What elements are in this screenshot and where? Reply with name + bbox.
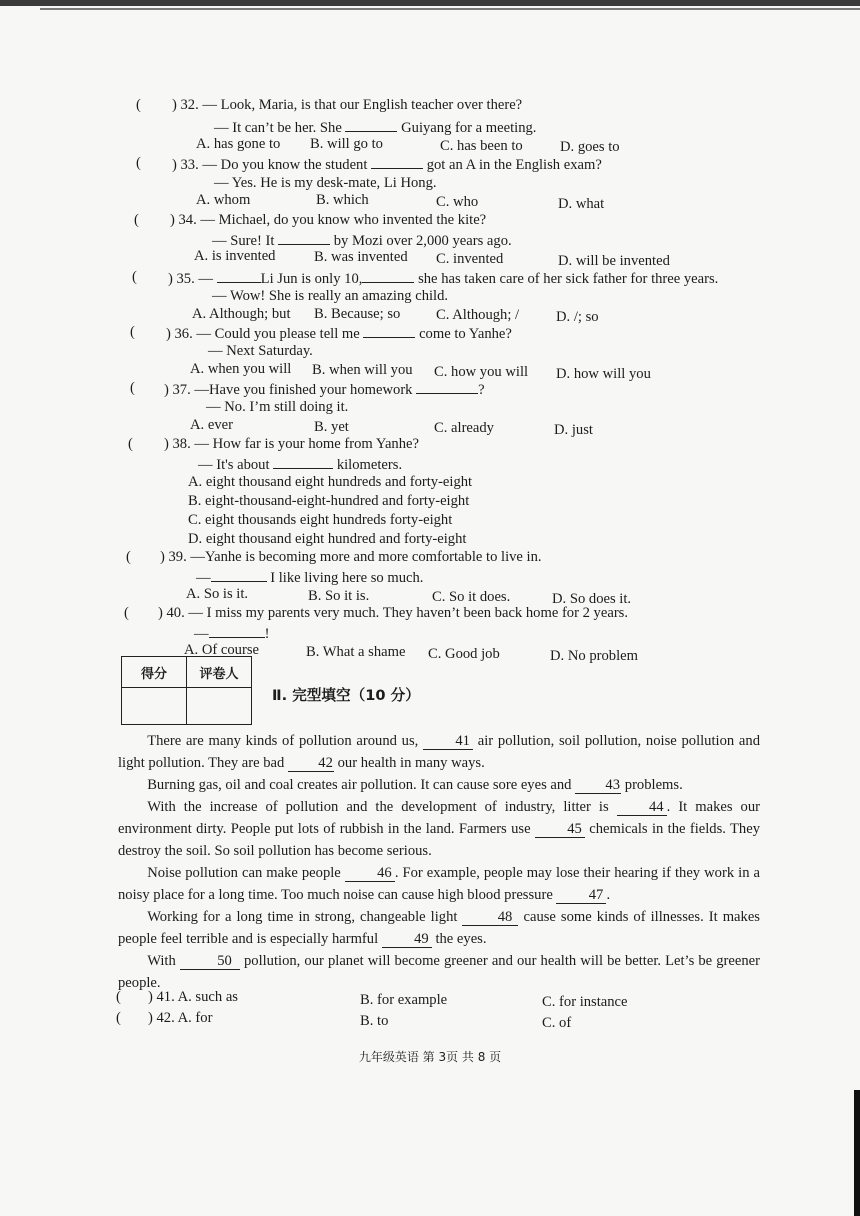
answer-bracket-34[interactable]: ( <box>134 212 139 228</box>
option-a: A. eight thousand eight hundreds and forty-eight <box>188 474 473 490</box>
answer-bracket-37[interactable]: ( <box>130 380 135 396</box>
cloze-blank[interactable]: 49 <box>382 931 432 948</box>
answer-bracket-41[interactable]: ( <box>116 989 121 1005</box>
question-39: ) 39. —Yanhe is becoming more and more comfortable to live in. <box>160 549 542 565</box>
cloze-blank[interactable]: 45 <box>535 821 585 838</box>
passage-paragraph: Noise pollution can make people 46 . For example, people may lose their hearing if they work in a noisy place for a long time. Too much noise can cause high blood pressure 47 . <box>118 865 760 903</box>
question-36: ) 36. — Could you please tell me come to Yanhe? <box>166 323 512 343</box>
question-37-reply: — No. I’m still doing it. <box>206 399 349 415</box>
question-32: ) 32. — Look, Maria, is that our English teacher over there? <box>172 97 523 113</box>
score-table <box>121 656 252 725</box>
cloze-passage <box>118 730 760 994</box>
option-d: D. will be invented <box>558 253 670 269</box>
answer-bracket-35[interactable]: ( <box>132 269 137 285</box>
option-c: C. eight thousands eight hundreds forty-eight <box>188 512 453 528</box>
blank[interactable] <box>273 454 333 469</box>
cloze-blank[interactable]: 48 <box>462 909 518 926</box>
question-39-reply: — I like living here so much. <box>196 567 423 587</box>
answer-bracket-36[interactable]: ( <box>130 324 135 340</box>
option-d: D. So does it. <box>552 591 632 607</box>
passage-paragraph: With 50 pollution, our planet will become greener and our health will be better. Let’s be greener people. <box>118 953 760 991</box>
answer-bracket-38[interactable]: ( <box>128 436 133 452</box>
answer-bracket-40[interactable]: ( <box>124 605 129 621</box>
option-c: C. for instance <box>542 994 628 1010</box>
question-40-reply: — ! <box>194 623 269 643</box>
question-33: ) 33. — Do you know the student got an A in the English exam? <box>172 154 602 174</box>
option-c: C. So it does. <box>432 589 511 605</box>
passage-paragraph: With the increase of pollution and the development of industry, litter is 44 . It makes our environment dirty. People put lots of rubbish in the land. Farmers use 45 chemicals in the fields. They destroy the soil. So soil pollution has become serious. <box>118 799 760 859</box>
option-a: A. has gone to <box>196 136 281 152</box>
answer-bracket-42[interactable]: ( <box>116 1010 121 1026</box>
cloze-blank[interactable]: 43 <box>575 777 621 794</box>
option-d: D. /; so <box>556 309 599 325</box>
cloze-question-42: ) 42. A. for <box>148 1010 213 1026</box>
option-b: B. yet <box>314 419 349 435</box>
option-d: D. goes to <box>560 139 620 155</box>
cloze-blank[interactable]: 50 <box>180 953 240 970</box>
option-b: B. Because; so <box>314 306 401 322</box>
option-c: C. of <box>542 1015 572 1031</box>
answer-bracket-32[interactable]: ( <box>136 97 141 113</box>
passage-paragraph: Working for a long time in strong, changeable light 48 cause some kinds of illnesses. It makes people feel terrible and is especially harmful 49 the eyes. <box>118 909 760 947</box>
option-b: B. was invented <box>314 249 408 265</box>
grader-cell[interactable] <box>187 688 252 725</box>
option-b: B. for example <box>360 992 448 1008</box>
answer-bracket-39[interactable]: ( <box>126 549 131 565</box>
section-title: Ⅱ. 完型填空（10 分） <box>272 687 420 704</box>
option-c: C. who <box>436 194 479 210</box>
grader-label: 评卷人 <box>187 657 252 688</box>
option-d: D. how will you <box>556 366 651 382</box>
blank[interactable] <box>345 117 397 132</box>
score-label: 得分 <box>122 657 187 688</box>
blank[interactable] <box>363 323 415 338</box>
option-c: C. Although; / <box>436 307 520 323</box>
option-a: A. ever <box>190 417 233 433</box>
question-38: ) 38. — How far is your home from Yanhe? <box>164 436 419 452</box>
option-a: A. when you will <box>190 361 292 377</box>
option-a: A. So is it. <box>186 586 249 602</box>
question-34-reply: — Sure! It by Mozi over 2,000 years ago. <box>212 230 512 250</box>
cloze-blank[interactable]: 42 <box>288 755 334 772</box>
cloze-blank[interactable]: 41 <box>423 733 473 750</box>
blank[interactable] <box>362 268 414 283</box>
cloze-question-41: ) 41. A. such as <box>148 989 238 1005</box>
option-b: B. will go to <box>310 136 383 152</box>
blank[interactable] <box>209 623 265 638</box>
option-d: D. what <box>558 196 605 212</box>
blank[interactable] <box>371 154 423 169</box>
option-a: A. is invented <box>194 248 276 264</box>
option-d: D. just <box>554 422 593 438</box>
question-34: ) 34. — Michael, do you know who invented the kite? <box>170 212 487 228</box>
option-b: B. when will you <box>312 362 413 378</box>
blank[interactable] <box>278 230 330 245</box>
option-b: B. which <box>316 192 369 208</box>
option-d: D. eight thousand eight hundred and forty-eight <box>188 531 467 547</box>
question-38-reply: — It's about kilometers. <box>198 454 402 474</box>
answer-bracket-33[interactable]: ( <box>136 155 141 171</box>
question-33-reply: — Yes. He is my desk-mate, Li Hong. <box>214 175 437 191</box>
option-c: C. has been to <box>440 138 523 154</box>
question-36-reply: — Next Saturday. <box>208 343 313 359</box>
option-c: C. Good job <box>428 646 500 662</box>
passage-paragraph: Burning gas, oil and coal creates air pollution. It can cause sore eyes and 43 problems. <box>147 777 683 793</box>
option-c: C. how you will <box>434 364 529 380</box>
passage-paragraph: There are many kinds of pollution around us, 41 air pollution, soil pollution, noise pollution and light pollution. They are bad 42 our health in many ways. <box>118 733 760 771</box>
question-40: ) 40. — I miss my parents very much. They haven’t been back home for 2 years. <box>158 605 629 621</box>
option-c: C. invented <box>436 251 504 267</box>
option-a: A. Of course <box>184 642 259 658</box>
option-b: B. What a shame <box>306 644 406 660</box>
cloze-blank[interactable]: 44 <box>617 799 667 816</box>
blank[interactable] <box>211 567 267 582</box>
option-a: A. whom <box>196 192 251 208</box>
blank[interactable] <box>416 379 478 394</box>
score-cell[interactable] <box>122 688 187 725</box>
question-35: ) 35. — Li Jun is only 10, she has taken care of her sick father for three years. <box>168 268 718 288</box>
option-b: B. So it is. <box>308 588 370 604</box>
cloze-blank[interactable]: 47 <box>556 887 606 904</box>
blank[interactable] <box>217 268 261 283</box>
cloze-blank[interactable]: 46 <box>345 865 395 882</box>
option-a: A. Although; but <box>192 306 291 322</box>
option-b: B. eight-thousand-eight-hundred and forty-eight <box>188 493 470 509</box>
option-b: B. to <box>360 1013 389 1029</box>
option-c: C. already <box>434 420 494 436</box>
question-32-reply: — It can’t be her. She Guiyang for a meeting. <box>214 117 536 137</box>
question-35-reply: — Wow! She is really an amazing child. <box>212 288 449 304</box>
page-footer: 九年级英语 第 3页 共 8 页 <box>358 1050 502 1064</box>
option-d: D. No problem <box>550 648 638 664</box>
question-37: ) 37. —Have you finished your homework ? <box>164 379 485 399</box>
